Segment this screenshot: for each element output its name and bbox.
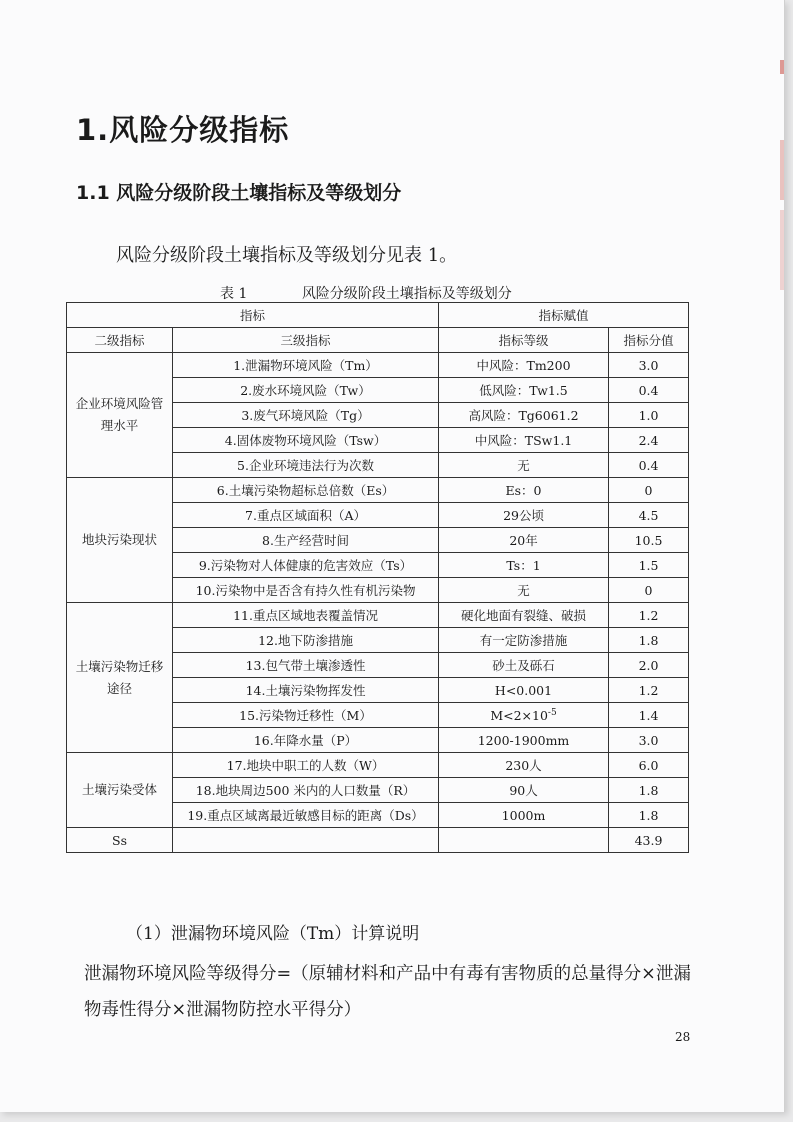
score-cell: 1.0: [609, 403, 689, 428]
indicator-cell: 3.废气环境风险（Tg）: [173, 403, 439, 428]
group-cell: 地块污染现状: [67, 478, 173, 603]
empty-cell: [173, 828, 439, 853]
total-score: 43.9: [609, 828, 689, 853]
score-cell: 0.4: [609, 453, 689, 478]
grade-cell: Es：0: [439, 478, 609, 503]
grade-cell: 中风险：Tm200: [439, 353, 609, 378]
caption-number: 表 1: [220, 286, 248, 302]
table-caption: [220, 283, 512, 303]
score-cell: 0.4: [609, 378, 689, 403]
indicator-cell: 12.地下防渗措施: [173, 628, 439, 653]
score-cell: 4.5: [609, 503, 689, 528]
score-cell: 2.0: [609, 653, 689, 678]
indicator-cell: 1.泄漏物环境风险（Tm）: [173, 353, 439, 378]
score-cell: 10.5: [609, 528, 689, 553]
score-cell: 2.4: [609, 428, 689, 453]
grade-exponent: -5: [547, 708, 557, 719]
grade-cell: 无: [439, 578, 609, 603]
score-cell: 6.0: [609, 753, 689, 778]
header-grade: 指标等级: [439, 328, 609, 353]
header-score: 指标分值: [609, 328, 689, 353]
indicator-cell: 11.重点区域地表覆盖情况: [173, 603, 439, 628]
score-cell: 1.8: [609, 778, 689, 803]
page-number: 28: [675, 1030, 691, 1044]
grade-cell: 高风险：Tg6061.2: [439, 403, 609, 428]
caption-title: 风险分级阶段土壤指标及等级划分: [301, 286, 512, 302]
header-level3: 三级指标: [173, 328, 439, 353]
score-cell: 3.0: [609, 728, 689, 753]
grade-cell: [439, 703, 609, 728]
indicator-cell: 13.包气带土壤渗透性: [173, 653, 439, 678]
edge-stain: [780, 60, 784, 74]
header-level2: 二级指标: [67, 328, 173, 353]
edge-stain: [780, 140, 784, 200]
score-cell: 0: [609, 478, 689, 503]
score-cell: 1.5: [609, 553, 689, 578]
heading-2: 1.1 风险分级阶段土壤指标及等级划分: [76, 182, 402, 204]
grade-cell: 1000m: [439, 803, 609, 828]
grade-cell: Ts：1: [439, 553, 609, 578]
table-row: [67, 478, 689, 503]
indicator-cell: 19.重点区域离最近敏感目标的距离（Ds）: [173, 803, 439, 828]
header-indicator: 指标: [67, 303, 439, 328]
indicator-cell: 7.重点区域面积（A）: [173, 503, 439, 528]
indicator-cell: 16.年降水量（P）: [173, 728, 439, 753]
indicator-cell: 9.污染物对人体健康的危害效应（Ts）: [173, 553, 439, 578]
score-cell: 1.4: [609, 703, 689, 728]
header-assignment: 指标赋值: [439, 303, 689, 328]
group-cell: 土壤污染受体: [67, 753, 173, 828]
table-subhead-row: [67, 328, 689, 353]
intro-text: 风险分级阶段土壤指标及等级划分见表 1。: [116, 245, 458, 266]
total-row: [67, 828, 689, 853]
grade-cell: H<0.001: [439, 678, 609, 703]
sub-heading: （1）泄漏物环境风险（Tm）计算说明: [126, 924, 420, 944]
table-head-row: [67, 303, 689, 328]
table-row: [67, 753, 689, 778]
grade-cell: 230人: [439, 753, 609, 778]
indicator-cell: 15.污染物迁移性（M）: [173, 703, 439, 728]
indicator-cell: 10.污染物中是否含有持久性有机污染物: [173, 578, 439, 603]
indicator-cell: 4.固体废物环境风险（Tsw）: [173, 428, 439, 453]
grade-cell: 低风险：Tw1.5: [439, 378, 609, 403]
score-cell: 1.8: [609, 803, 689, 828]
grade-cell: 有一定防渗措施: [439, 628, 609, 653]
indicator-cell: 5.企业环境违法行为次数: [173, 453, 439, 478]
group-cell: 企业环境风险管理水平: [67, 353, 173, 478]
score-cell: 1.8: [609, 628, 689, 653]
indicator-cell: 6.土壤污染物超标总倍数（Es）: [173, 478, 439, 503]
grade-text: M<2×10: [490, 708, 548, 724]
indicator-cell: 18.地块周边500 米内的人口数量（R）: [173, 778, 439, 803]
indicator-cell: 17.地块中职工的人数（W）: [173, 753, 439, 778]
heading-1: 1.风险分级指标: [76, 113, 290, 147]
indicator-cell: 8.生产经营时间: [173, 528, 439, 553]
edge-stain: [780, 210, 784, 290]
empty-cell: [439, 828, 609, 853]
grade-cell: 1200-1900mm: [439, 728, 609, 753]
table-row: [67, 603, 689, 628]
table-row: [67, 353, 689, 378]
grade-cell: 中风险：TSw1.1: [439, 428, 609, 453]
formula-paragraph: 泄漏物环境风险等级得分=（原辅材料和产品中有毒有害物质的总量得分×泄漏物毒性得分×泄漏物防控水平得分）: [84, 964, 691, 1020]
score-cell: 1.2: [609, 603, 689, 628]
indicator-table: [66, 302, 689, 853]
group-cell: 土壤污染物迁移途径: [67, 603, 173, 753]
indicator-cell: 14.土壤污染物挥发性: [173, 678, 439, 703]
score-cell: 3.0: [609, 353, 689, 378]
grade-cell: 无: [439, 453, 609, 478]
total-label: Ss: [67, 828, 173, 853]
score-cell: 0: [609, 578, 689, 603]
indicator-cell: 2.废水环境风险（Tw）: [173, 378, 439, 403]
grade-cell: 90人: [439, 778, 609, 803]
score-cell: 1.2: [609, 678, 689, 703]
grade-cell: 硬化地面有裂缝、破损: [439, 603, 609, 628]
grade-cell: 20年: [439, 528, 609, 553]
grade-cell: 29公顷: [439, 503, 609, 528]
grade-cell: 砂土及砾石: [439, 653, 609, 678]
